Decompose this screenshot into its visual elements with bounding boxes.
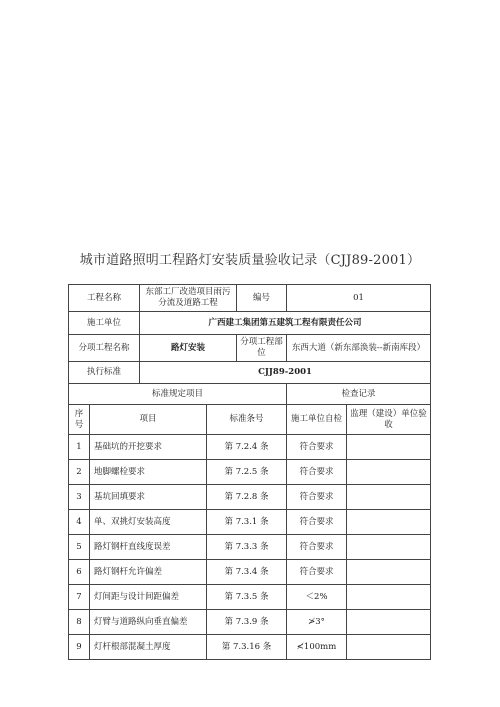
row-clause: 第 7.3.4 条	[207, 560, 287, 585]
table-row	[69, 435, 431, 460]
inspection-record-table	[68, 284, 431, 660]
project-name-row	[69, 285, 431, 312]
row-self-check: ≮100mm	[287, 635, 347, 660]
row-self-check: 符合要求	[287, 560, 347, 585]
row-clause: 第 7.2.5 条	[207, 460, 287, 485]
row-supervisor-check	[347, 460, 431, 485]
row-self-check: 符合要求	[287, 535, 347, 560]
row-self-check: 符合要求	[287, 460, 347, 485]
row-seq: 4	[69, 510, 90, 535]
row-supervisor-check	[347, 510, 431, 535]
table-row	[69, 460, 431, 485]
table-row	[69, 510, 431, 535]
row-supervisor-check	[347, 485, 431, 510]
row-seq: 7	[69, 585, 90, 610]
inspection-record-header: 检查记录	[287, 384, 431, 405]
number-value: 01	[287, 285, 431, 312]
row-seq: 8	[69, 610, 90, 635]
standard-value: CJJ89-2001	[140, 362, 431, 384]
sub-project-row	[69, 335, 431, 362]
row-seq: 5	[69, 535, 90, 560]
row-item: 地脚螺栓要求	[90, 460, 207, 485]
table-row	[69, 585, 431, 610]
row-clause: 第 7.3.16 条	[207, 635, 287, 660]
row-item: 路灯钢杆允许偏差	[90, 560, 207, 585]
row-seq: 2	[69, 460, 90, 485]
self-check-header: 施工单位自检	[287, 405, 347, 435]
table-row	[69, 485, 431, 510]
row-item: 基坑回填要求	[90, 485, 207, 510]
supervisor-check-header: 监理（建设）单位验收	[347, 405, 431, 435]
project-name-label: 工程名称	[69, 285, 140, 312]
row-seq: 6	[69, 560, 90, 585]
sub-part-label: 分项工程部位	[237, 335, 287, 362]
clause-header: 标准条号	[207, 405, 287, 435]
sub-project-value: 路灯安装	[140, 335, 237, 362]
item-header: 项目	[90, 405, 207, 435]
row-supervisor-check	[347, 535, 431, 560]
seq-header: 序号	[69, 405, 90, 435]
contractor-value: 广西建工集团第五建筑工程有限责任公司	[140, 312, 431, 335]
row-item: 灯间距与设计间距偏差	[90, 585, 207, 610]
project-name-value: 东部工厂改造项目雨污分流及道路工程	[140, 285, 237, 312]
row-supervisor-check	[347, 635, 431, 660]
row-supervisor-check	[347, 560, 431, 585]
table-row	[69, 635, 431, 660]
row-item: 灯杆根部混凝土厚度	[90, 635, 207, 660]
sub-part-value: 东西大道（新东部涣装--新南库段）	[287, 335, 431, 362]
row-self-check: 符合要求	[287, 435, 347, 460]
row-clause: 第 7.3.1 条	[207, 510, 287, 535]
spec-items-header: 标准规定项目	[69, 384, 287, 405]
row-item: 基础坑的开挖要求	[90, 435, 207, 460]
standard-label: 执行标准	[69, 362, 140, 384]
standard-row	[69, 362, 431, 384]
row-self-check: 符合要求	[287, 510, 347, 535]
row-clause: 第 7.3.9 条	[207, 610, 287, 635]
sub-project-label: 分项工程名称	[69, 335, 140, 362]
table-row	[69, 560, 431, 585]
row-clause: 第 7.2.8 条	[207, 485, 287, 510]
table-row	[69, 535, 431, 560]
row-clause: 第 7.2.4 条	[207, 435, 287, 460]
row-seq: 1	[69, 435, 90, 460]
row-self-check: ＜2%	[287, 585, 347, 610]
table-row	[69, 610, 431, 635]
row-item: 路灯钢杆直线度误差	[90, 535, 207, 560]
row-self-check: 符合要求	[287, 485, 347, 510]
row-supervisor-check	[347, 610, 431, 635]
column-header-row	[69, 405, 431, 435]
document-title: 城市道路照明工程路灯安装质量验收记录（CJJ89-2001）	[79, 253, 421, 268]
section-header-row	[69, 384, 431, 405]
row-clause: 第 7.3.5 条	[207, 585, 287, 610]
row-self-check: ≯3°	[287, 610, 347, 635]
row-item: 单、双挑灯安装高度	[90, 510, 207, 535]
row-supervisor-check	[347, 435, 431, 460]
row-clause: 第 7.3.3 条	[207, 535, 287, 560]
row-seq: 3	[69, 485, 90, 510]
row-item: 灯臂与道路纵向垂直偏差	[90, 610, 207, 635]
contractor-row	[69, 312, 431, 335]
contractor-label: 施工单位	[69, 312, 140, 335]
number-label: 编号	[237, 285, 287, 312]
row-supervisor-check	[347, 585, 431, 610]
row-seq: 9	[69, 635, 90, 660]
